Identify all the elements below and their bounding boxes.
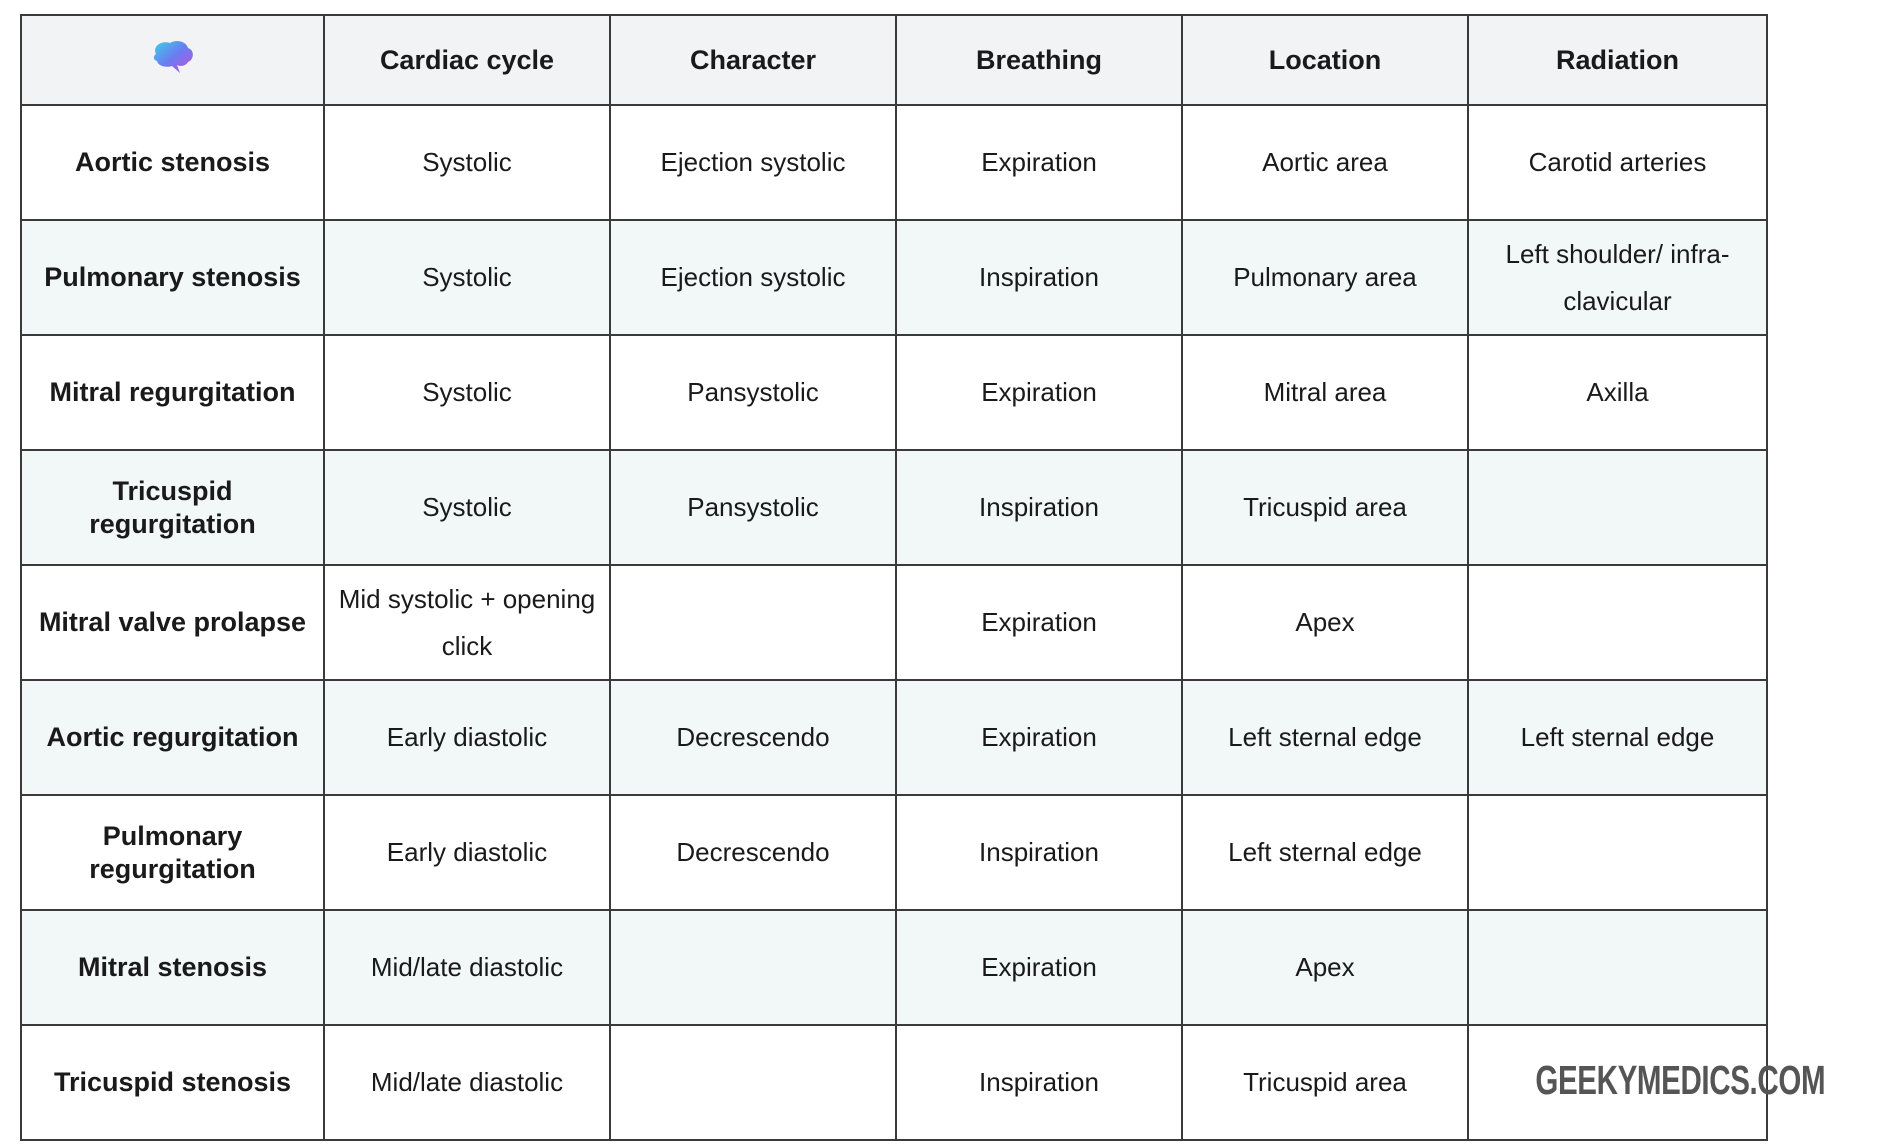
column-header-character: Character — [610, 15, 896, 105]
character-cell: Pansystolic — [610, 335, 896, 450]
breathing-cell: Expiration — [896, 680, 1182, 795]
radiation-cell: Carotid arteries — [1468, 105, 1767, 220]
table-row — [21, 565, 1767, 680]
geekymedics-watermark: GEEKYMEDICS.COM — [1535, 1056, 1826, 1103]
breathing-cell: Expiration — [896, 335, 1182, 450]
murmur-table — [20, 14, 1826, 1141]
location-cell: Left sternal edge — [1182, 680, 1468, 795]
location-cell: Tricuspid area — [1182, 450, 1468, 565]
murmur-name-cell: Pulmonary regurgitation — [21, 795, 324, 910]
column-header-radiation: Radiation — [1468, 15, 1767, 105]
cardiac-cycle-cell: Systolic — [324, 105, 610, 220]
character-cell — [610, 565, 896, 680]
murmur-name-cell: Mitral stenosis — [21, 910, 324, 1025]
cardiac-cycle-cell: Early diastolic — [324, 795, 610, 910]
logo-cell — [21, 15, 324, 105]
radiation-cell: Left shoulder/ infra-clavicular — [1468, 220, 1767, 335]
cardiac-cycle-cell: Systolic — [324, 220, 610, 335]
breathing-cell: Expiration — [896, 910, 1182, 1025]
location-cell: Tricuspid area — [1182, 1025, 1468, 1140]
column-header-cardiac-cycle: Cardiac cycle — [324, 15, 610, 105]
breathing-cell: Inspiration — [896, 795, 1182, 910]
location-cell: Apex — [1182, 910, 1468, 1025]
breathing-cell: Inspiration — [896, 220, 1182, 335]
column-header-location: Location — [1182, 15, 1468, 105]
breathing-cell: Inspiration — [896, 450, 1182, 565]
breathing-cell: Expiration — [896, 105, 1182, 220]
table-row — [21, 105, 1767, 220]
radiation-cell — [1468, 565, 1767, 680]
cardiac-cycle-cell: Mid/late diastolic — [324, 1025, 610, 1140]
breathing-cell: Expiration — [896, 565, 1182, 680]
radiation-cell — [1468, 1025, 1826, 1140]
cardiac-cycle-cell: Mid/late diastolic — [324, 910, 610, 1025]
character-cell — [610, 910, 896, 1025]
character-cell: Pansystolic — [610, 450, 896, 565]
location-cell: Apex — [1182, 565, 1468, 680]
character-cell: Decrescendo — [610, 795, 896, 910]
murmur-name-cell: Mitral valve prolapse — [21, 565, 324, 680]
murmur-name-cell: Pulmonary stenosis — [21, 220, 324, 335]
radiation-cell — [1468, 795, 1767, 910]
location-cell: Pulmonary area — [1182, 220, 1468, 335]
location-cell: Left sternal edge — [1182, 795, 1468, 910]
cardiac-cycle-cell: Systolic — [324, 335, 610, 450]
character-cell — [610, 1025, 896, 1140]
table-row — [21, 450, 1767, 565]
column-header-breathing: Breathing — [896, 15, 1182, 105]
table-row — [21, 220, 1767, 335]
table-row — [21, 795, 1767, 910]
cardiac-cycle-cell: Mid systolic + opening click — [324, 565, 610, 680]
brain-logo-icon — [150, 38, 196, 83]
radiation-cell — [1468, 910, 1767, 1025]
breathing-cell: Inspiration — [896, 1025, 1182, 1140]
murmur-name-cell: Mitral regurgitation — [21, 335, 324, 450]
table-row — [21, 1025, 1767, 1140]
murmur-name-cell: Aortic stenosis — [21, 105, 324, 220]
murmur-name-cell: Tricuspid regurgitation — [21, 450, 324, 565]
character-cell: Ejection systolic — [610, 220, 896, 335]
cardiac-cycle-cell: Early diastolic — [324, 680, 610, 795]
location-cell: Aortic area — [1182, 105, 1468, 220]
murmur-name-cell: Aortic regurgitation — [21, 680, 324, 795]
table-row — [21, 910, 1767, 1025]
table-row — [21, 335, 1767, 450]
radiation-cell: Axilla — [1468, 335, 1767, 450]
table-row — [21, 680, 1767, 795]
character-cell: Decrescendo — [610, 680, 896, 795]
character-cell: Ejection systolic — [610, 105, 896, 220]
radiation-cell — [1468, 450, 1767, 565]
cardiac-cycle-cell: Systolic — [324, 450, 610, 565]
location-cell: Mitral area — [1182, 335, 1468, 450]
radiation-cell: Left sternal edge — [1468, 680, 1767, 795]
murmur-name-cell: Tricuspid stenosis — [21, 1025, 324, 1140]
table-header-row — [21, 15, 1767, 105]
